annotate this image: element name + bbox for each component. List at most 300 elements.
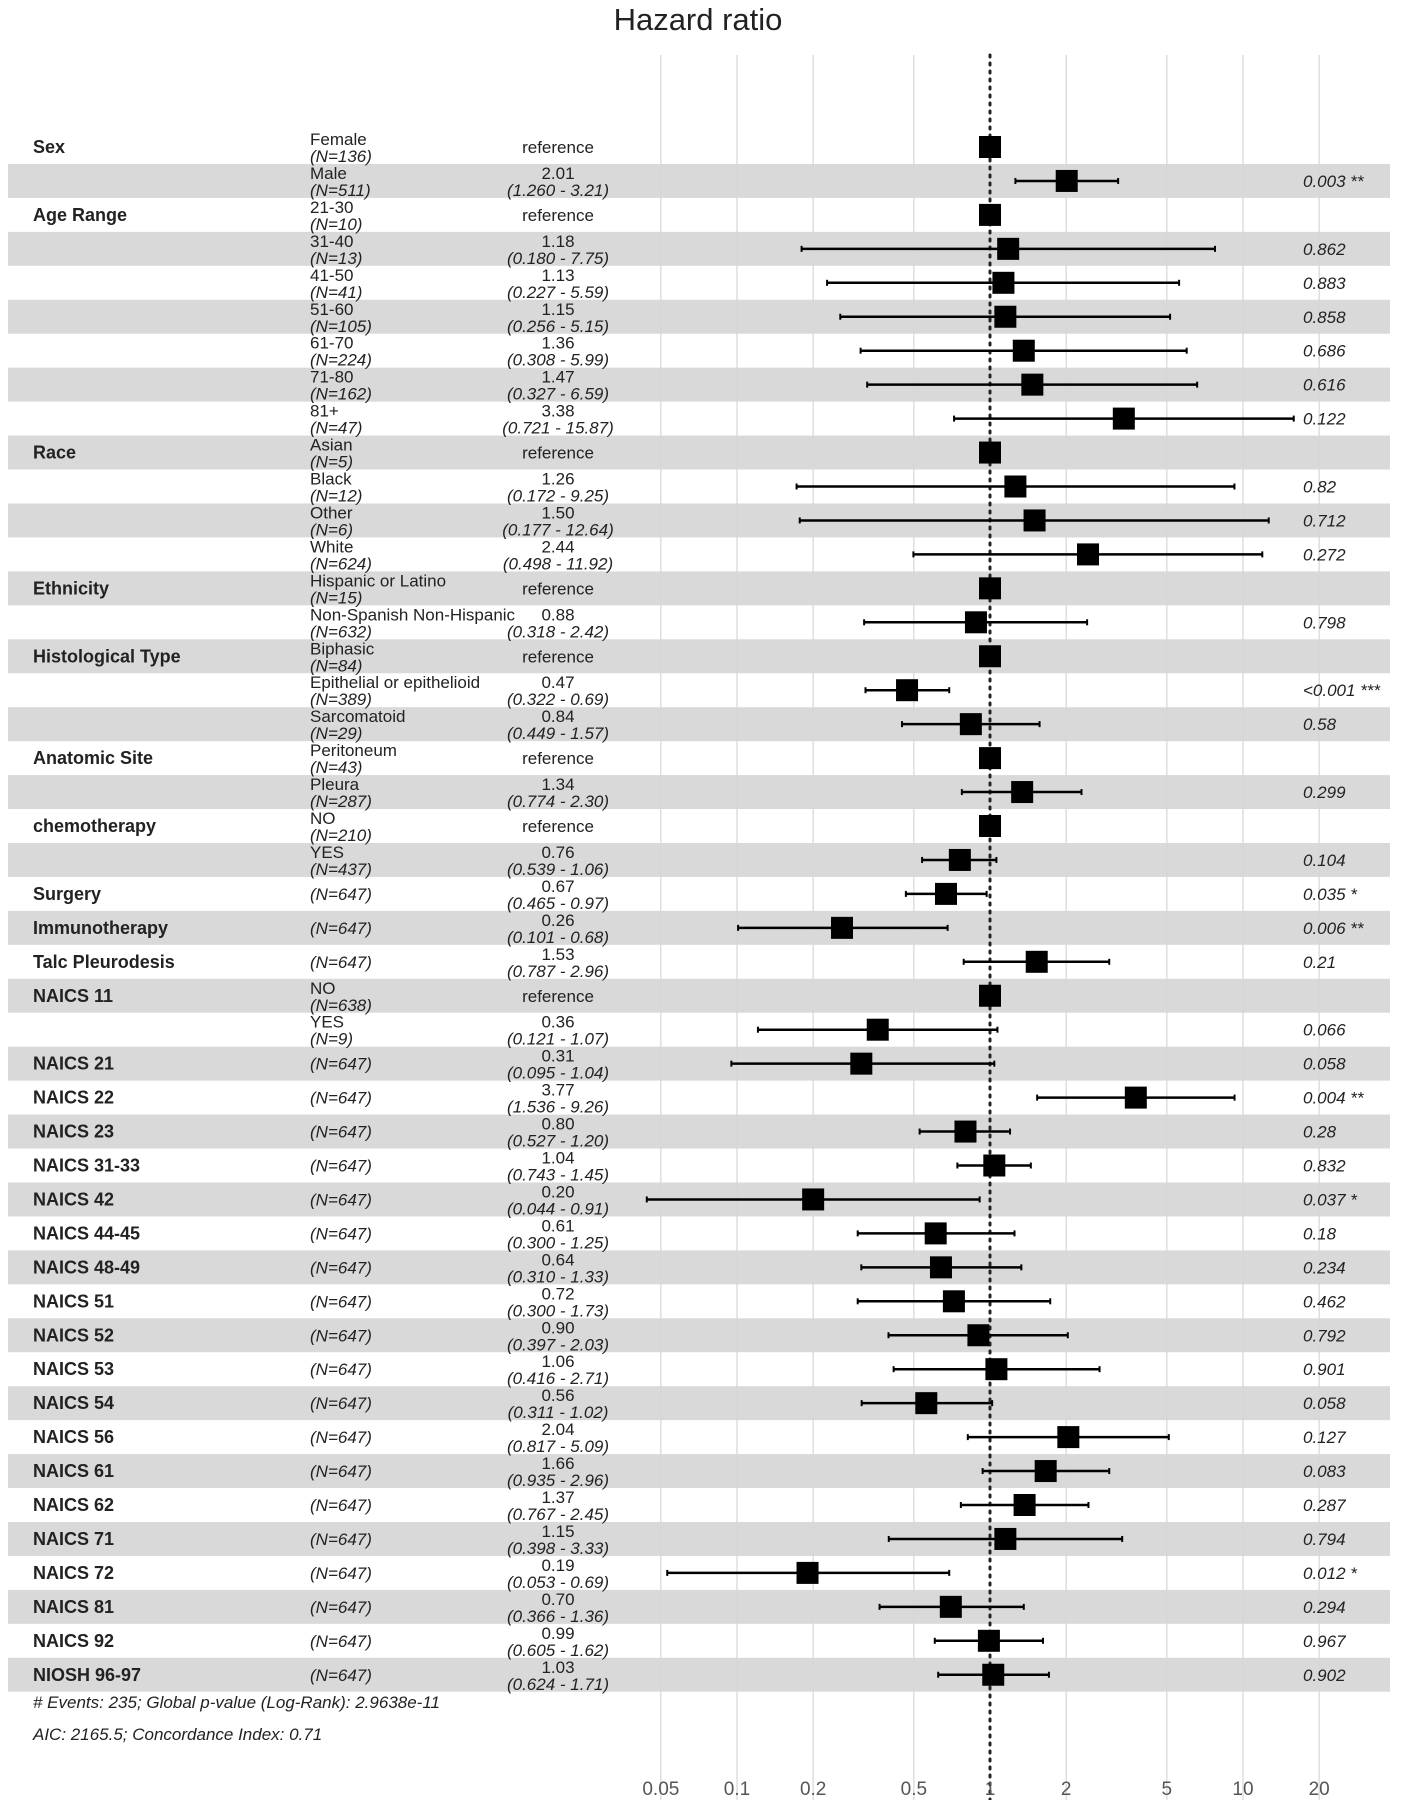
point-marker [930, 1256, 952, 1278]
variable-label: Race [33, 442, 77, 463]
ci-label: (0.227 - 5.59) [506, 282, 610, 302]
estimate-label: 1.15 [541, 1521, 575, 1541]
estimate-label: 1.34 [541, 775, 575, 795]
level-count: (N=15) [310, 588, 363, 608]
point-marker [935, 883, 957, 905]
x-tick-label: 0.2 [799, 1779, 827, 1800]
ci-label: (0.465 - 0.97) [506, 893, 610, 913]
row-stripe [8, 1047, 1390, 1081]
point-marker [896, 679, 918, 701]
point-marker [960, 713, 982, 735]
estimate-label: 2.44 [541, 537, 575, 557]
variable-label: NAICS 81 [33, 1596, 115, 1617]
p-value-label: 0.616 [1303, 375, 1346, 395]
row-stripe [8, 1115, 1390, 1149]
p-value-label: 0.712 [1303, 511, 1346, 531]
point-marker [985, 1358, 1007, 1380]
row-stripes [8, 164, 1390, 1692]
point-marker [797, 1562, 819, 1584]
p-value-label: 0.006 ** [1303, 918, 1364, 938]
ci-label: (0.327 - 6.59) [506, 384, 610, 404]
level-label: Asian [310, 435, 353, 455]
level-label: 31-40 [310, 231, 354, 251]
ci-label: (0.397 - 2.03) [506, 1335, 610, 1355]
row-stripe [8, 436, 1390, 470]
level-count: (N=9) [310, 1029, 353, 1049]
point-marker [997, 238, 1019, 260]
point-marker [1014, 1494, 1036, 1516]
estimate-label: 0.99 [541, 1623, 575, 1643]
level-label: 71-80 [310, 367, 354, 387]
level-count: (N=136) [310, 147, 372, 166]
p-value-label: 0.58 [1303, 715, 1337, 735]
p-value-label: 0.798 [1303, 613, 1346, 633]
ci-label: (0.300 - 1.25) [506, 1233, 610, 1253]
point-marker [965, 611, 987, 633]
level-count: (N=647) [310, 1563, 372, 1583]
point-marker [983, 1155, 1005, 1177]
ci-label: (0.527 - 1.20) [506, 1131, 610, 1151]
x-tick-label: 2 [1060, 1779, 1072, 1800]
ci-label: (0.817 - 5.09) [506, 1437, 610, 1457]
variable-label: NAICS 44-45 [33, 1223, 141, 1244]
point-marker [940, 1596, 962, 1618]
point-marker [1026, 951, 1048, 973]
ci-label: (0.053 - 0.69) [506, 1572, 610, 1592]
x-tick-label: 1 [984, 1779, 996, 1800]
level-count: (N=10) [310, 214, 363, 234]
variable-label: Ethnicity [33, 578, 110, 599]
level-count: (N=647) [310, 1190, 372, 1210]
p-value-label: 0.462 [1303, 1292, 1346, 1312]
x-tick-label: 0.1 [723, 1779, 751, 1800]
p-value-label: 0.794 [1303, 1529, 1346, 1549]
ci-label: (0.935 - 2.96) [506, 1471, 610, 1491]
level-label: White [310, 537, 354, 557]
ci-label: (0.774 - 2.30) [506, 792, 610, 812]
ci-label: (0.095 - 1.04) [506, 1063, 610, 1083]
point-marker [979, 442, 1001, 464]
estimate-label: 1.53 [541, 944, 575, 964]
ci-label: (0.318 - 2.42) [506, 622, 610, 642]
p-value-label: 0.858 [1303, 307, 1346, 327]
estimate-label: 1.50 [541, 503, 575, 523]
level-count: (N=437) [310, 859, 372, 879]
level-count: (N=647) [310, 1156, 372, 1176]
point-marker [1024, 509, 1046, 531]
estimate-label: 2.01 [541, 163, 575, 183]
estimate-label: 0.26 [541, 910, 575, 930]
point-marker [992, 272, 1014, 294]
row-stripe [8, 164, 1390, 198]
point-marker [979, 985, 1001, 1007]
level-count: (N=162) [310, 384, 372, 404]
point-marker [979, 815, 1001, 837]
p-value-label: 0.012 * [1303, 1563, 1357, 1583]
variable-label: Immunotherapy [33, 917, 169, 938]
variable-label: chemotherapy [33, 816, 157, 836]
point-marker [1013, 340, 1035, 362]
ci-label: (0.498 - 11.92) [502, 554, 614, 574]
variable-label: NAICS 23 [33, 1121, 115, 1142]
ci-label: (0.624 - 1.71) [506, 1674, 610, 1694]
level-count: (N=13) [310, 248, 363, 268]
p-value-label: 0.004 ** [1303, 1088, 1364, 1108]
p-value-label: 0.28 [1303, 1122, 1337, 1142]
point-marker [1021, 374, 1043, 396]
level-count: (N=647) [310, 952, 372, 972]
level-label: 41-50 [310, 265, 354, 285]
ci-label: (0.300 - 1.73) [506, 1301, 610, 1321]
estimate-label: 1.47 [541, 367, 575, 387]
estimate-label: 1.18 [541, 231, 575, 251]
level-count: (N=647) [310, 884, 372, 904]
point-marker [979, 747, 1001, 769]
level-count: (N=647) [310, 1054, 372, 1074]
x-tick-label: 0.05 [642, 1779, 680, 1800]
estimate-label: 1.15 [541, 299, 575, 319]
p-value-label: 0.901 [1303, 1360, 1346, 1380]
estimate-label: 3.77 [541, 1080, 575, 1100]
estimate-label: 1.04 [541, 1148, 575, 1168]
estimate-label: 2.04 [541, 1420, 575, 1440]
estimate-label: 0.72 [541, 1284, 575, 1304]
row-stripe [8, 1522, 1390, 1556]
x-tick-label: 0.5 [900, 1779, 928, 1800]
estimate-label: 3.38 [541, 401, 575, 421]
p-value-label: 0.035 * [1303, 884, 1357, 904]
level-count: (N=647) [310, 1394, 372, 1414]
estimate-label: reference [522, 647, 594, 667]
estimate-label: 1.36 [541, 333, 575, 353]
point-marker [978, 1630, 1000, 1652]
variable-label: NAICS 21 [33, 1053, 115, 1074]
point-marker [943, 1290, 965, 1312]
variable-label: NIOSH 96-97 [33, 1664, 142, 1685]
estimate-label: reference [522, 138, 594, 157]
variable-label: NAICS 53 [33, 1359, 115, 1380]
row-stripe [8, 775, 1390, 812]
level-count: (N=6) [310, 520, 353, 540]
point-marker [915, 1392, 937, 1414]
variable-label: NAICS 52 [33, 1325, 115, 1346]
x-tick-label: 10 [1232, 1779, 1254, 1800]
x-axis-ticks [642, 1779, 1329, 1800]
variable-label: NAICS 61 [33, 1461, 115, 1482]
p-value-label: 0.902 [1303, 1665, 1346, 1685]
level-label: Male [310, 163, 347, 183]
variable-label: Talc Pleurodesis [33, 951, 175, 972]
level-count: (N=224) [310, 350, 372, 370]
estimate-label: 0.70 [541, 1589, 575, 1609]
variable-label: NAICS 92 [33, 1630, 115, 1651]
p-value-label: 0.234 [1303, 1258, 1346, 1278]
x-tick-label: 20 [1308, 1779, 1330, 1800]
point-marker [1035, 1460, 1057, 1482]
p-value-label: 0.967 [1303, 1631, 1346, 1651]
variable-label: NAICS 11 [33, 985, 114, 1006]
level-count: (N=5) [310, 452, 353, 472]
estimate-label: 1.06 [541, 1352, 575, 1372]
p-value-label: 0.21 [1303, 952, 1337, 972]
ci-label: (0.101 - 0.68) [506, 927, 610, 947]
p-value-label: 0.862 [1303, 239, 1346, 259]
point-marker [1011, 781, 1033, 803]
point-marker [982, 1664, 1004, 1686]
ci-label: (0.311 - 1.02) [507, 1403, 609, 1423]
level-count: (N=647) [310, 1597, 372, 1617]
level-count: (N=287) [310, 792, 372, 812]
point-marker [1113, 408, 1135, 430]
level-count: (N=647) [310, 1665, 372, 1685]
p-value-label: 0.066 [1303, 1020, 1346, 1040]
point-marker [979, 136, 1001, 158]
estimate-label: 0.61 [541, 1216, 575, 1236]
estimate-label: 1.13 [541, 265, 575, 285]
p-value-label: 0.058 [1303, 1394, 1346, 1414]
p-value-label: 0.832 [1303, 1156, 1346, 1176]
point-marker [925, 1222, 947, 1244]
p-value-label: 0.104 [1303, 850, 1346, 870]
level-count: (N=43) [310, 758, 363, 778]
p-value-label: 0.083 [1303, 1462, 1346, 1482]
level-label: Non-Spanish Non-Hispanic [310, 605, 516, 625]
estimate-label: 0.56 [541, 1386, 575, 1406]
point-marker [979, 204, 1001, 226]
p-value-label: <0.001 *** [1303, 681, 1381, 701]
level-label: Sarcomatoid [310, 707, 406, 727]
level-count: (N=647) [310, 1088, 372, 1108]
variable-label: NAICS 51 [33, 1291, 115, 1312]
point-marker [1125, 1087, 1147, 1109]
ci-label: (0.322 - 0.69) [506, 690, 610, 710]
p-value-label: 0.299 [1303, 783, 1346, 803]
level-label: 61-70 [310, 333, 354, 353]
ci-label: (0.172 - 9.25) [506, 486, 610, 506]
level-label: Peritoneum [310, 741, 397, 761]
ci-label: (0.539 - 1.06) [506, 859, 610, 879]
chart-title: Hazard ratio [613, 2, 783, 37]
estimate-label: 1.37 [541, 1488, 575, 1507]
level-count: (N=624) [310, 554, 372, 574]
estimate-label: 1.03 [541, 1657, 575, 1677]
p-value-label: 0.037 * [1303, 1190, 1357, 1210]
ci-label: (0.121 - 1.07) [506, 1029, 610, 1049]
ci-label: (1.536 - 9.26) [506, 1097, 610, 1117]
row-stripe [8, 571, 1390, 608]
x-tick-label: 5 [1161, 1779, 1173, 1800]
point-marker [850, 1053, 872, 1075]
variable-label: NAICS 72 [33, 1562, 115, 1583]
estimate-label: reference [522, 579, 594, 599]
chart-footer [32, 1693, 440, 1744]
estimate-label: 1.26 [541, 469, 575, 489]
level-count: (N=647) [310, 1462, 372, 1482]
level-count: (N=389) [310, 690, 372, 710]
level-label: Female [310, 130, 367, 149]
variable-label: NAICS 71 [33, 1528, 115, 1549]
variable-label: NAICS 62 [33, 1495, 115, 1515]
level-count: (N=647) [310, 1224, 372, 1244]
point-marker [979, 577, 1001, 599]
level-count: (N=105) [310, 316, 372, 336]
point-marker [867, 1019, 889, 1041]
estimate-label: 0.67 [541, 876, 575, 896]
ci-label: (0.721 - 15.87) [502, 418, 614, 438]
variable-label: Histological Type [33, 646, 181, 667]
level-count: (N=638) [310, 995, 372, 1015]
estimate-label: reference [522, 205, 594, 225]
level-count: (N=210) [310, 826, 372, 845]
ci-label: (0.767 - 2.45) [506, 1505, 610, 1524]
p-value-label: 0.003 ** [1303, 171, 1364, 191]
level-label: YES [310, 842, 345, 862]
estimate-label: 0.31 [541, 1046, 575, 1066]
estimate-label: reference [522, 986, 594, 1006]
level-count: (N=12) [310, 486, 363, 506]
variable-label: NAICS 22 [33, 1087, 115, 1108]
level-count: (N=632) [310, 622, 372, 642]
p-value-label: 0.792 [1303, 1326, 1346, 1346]
estimate-label: 0.76 [541, 842, 575, 862]
point-marker [802, 1188, 824, 1210]
ci-label: (0.366 - 1.36) [506, 1606, 610, 1626]
footer-line: # Events: 235; Global p-value (Log-Rank): 2.9638e-11 [33, 1693, 440, 1712]
p-value-label: 0.127 [1303, 1428, 1346, 1448]
ci-label: (0.180 - 7.75) [506, 248, 610, 268]
ci-label: (1.260 - 3.21) [506, 180, 610, 200]
level-count: (N=647) [310, 1529, 372, 1549]
level-label: NO [310, 809, 336, 828]
level-label: Pleura [310, 775, 360, 795]
point-marker [1004, 476, 1026, 498]
footer-line: AIC: 2165.5; Concordance Index: 0.71 [33, 1725, 323, 1744]
level-label: 81+ [310, 401, 339, 421]
variable-label: NAICS 56 [33, 1427, 115, 1448]
point-marker [979, 645, 1001, 667]
row-stripe [8, 1318, 1390, 1355]
row-stripe [8, 1250, 1390, 1287]
level-count: (N=647) [310, 1360, 372, 1380]
variable-label: NAICS 31-33 [33, 1155, 141, 1176]
ci-label: (0.449 - 1.57) [506, 724, 610, 744]
level-label: Other [310, 503, 353, 523]
row-stripe [8, 639, 1390, 676]
point-marker [1077, 543, 1099, 565]
ci-label: (0.308 - 5.99) [506, 350, 610, 370]
point-marker [967, 1324, 989, 1346]
point-marker [1056, 170, 1078, 192]
estimate-label: 0.90 [541, 1318, 575, 1338]
estimate-label: reference [522, 443, 594, 463]
level-count: (N=647) [310, 1292, 372, 1312]
p-value-label: 0.058 [1303, 1054, 1346, 1074]
estimate-label: 0.64 [541, 1250, 575, 1270]
level-count: (N=647) [310, 918, 372, 938]
row-stripe [8, 911, 1390, 945]
variable-label: NAICS 48-49 [33, 1257, 141, 1278]
row-stripe [8, 300, 1390, 334]
estimate-label: 0.19 [541, 1555, 575, 1575]
ci-label: (0.044 - 0.91) [506, 1199, 610, 1219]
variable-label: Anatomic Site [33, 748, 154, 769]
estimate-label: 1.66 [541, 1454, 575, 1474]
variable-label: NAICS 54 [33, 1393, 115, 1414]
point-marker [994, 1528, 1016, 1550]
row-stripe [8, 1386, 1390, 1423]
level-label: 51-60 [310, 299, 354, 319]
variable-label: NAICS 42 [33, 1189, 115, 1210]
estimate-label: 0.80 [541, 1114, 575, 1134]
row-stripe [8, 1590, 1390, 1624]
level-label: Epithelial or epithelioid [310, 673, 481, 693]
ci-label: (0.177 - 12.64) [502, 520, 614, 540]
level-count: (N=647) [310, 1122, 372, 1142]
level-count: (N=84) [310, 656, 363, 676]
ci-label: (0.787 - 2.96) [506, 961, 610, 981]
ci-label: (0.416 - 2.71) [506, 1369, 610, 1389]
row-stripe [8, 1658, 1390, 1692]
level-count: (N=47) [310, 418, 363, 438]
ci-label: (0.310 - 1.33) [506, 1267, 610, 1287]
p-value-label: 0.122 [1303, 409, 1346, 429]
ci-label: (0.605 - 1.62) [506, 1640, 610, 1660]
estimate-label: 0.88 [541, 605, 575, 625]
row-stripe [8, 843, 1390, 877]
estimate-label: reference [522, 749, 594, 769]
estimate-label: 0.36 [541, 1012, 575, 1032]
point-marker [954, 1121, 976, 1143]
p-value-label: 0.686 [1303, 341, 1346, 361]
level-count: (N=647) [310, 1258, 372, 1278]
row-stripe [8, 979, 1390, 1013]
variable-label: Sex [33, 137, 66, 157]
estimate-label: 0.84 [541, 707, 575, 727]
p-value-label: 0.294 [1303, 1597, 1346, 1617]
level-label: NO [310, 978, 336, 998]
row-stripe [8, 707, 1390, 744]
level-label: Black [310, 469, 352, 489]
p-value-label: 0.18 [1303, 1224, 1337, 1244]
level-count: (N=647) [310, 1326, 372, 1346]
p-value-label: 0.272 [1303, 545, 1346, 565]
estimate-label: 0.47 [541, 673, 575, 693]
point-marker [949, 849, 971, 871]
ci-label: (0.743 - 1.45) [506, 1165, 610, 1185]
estimate-label: reference [522, 817, 594, 836]
p-value-label: 0.82 [1303, 477, 1337, 497]
level-count: (N=647) [310, 1631, 372, 1651]
point-marker [831, 917, 853, 939]
level-count: (N=29) [310, 724, 363, 744]
ci-label: (0.256 - 5.15) [506, 316, 610, 336]
level-label: 21-30 [310, 197, 354, 217]
estimate-label: 0.20 [541, 1182, 575, 1202]
variable-label: Surgery [33, 883, 102, 904]
p-value-label: 0.287 [1303, 1496, 1346, 1515]
level-label: Biphasic [310, 639, 375, 659]
level-count: (N=647) [310, 1428, 372, 1448]
ci-label: (0.398 - 3.33) [506, 1538, 610, 1558]
level-count: (N=647) [310, 1496, 372, 1515]
level-count: (N=511) [310, 180, 371, 200]
point-marker [994, 306, 1016, 328]
level-label: YES [310, 1012, 345, 1032]
level-label: Hispanic or Latino [310, 571, 447, 591]
variable-label: Age Range [33, 204, 128, 225]
point-marker [1057, 1426, 1079, 1448]
row-stripe [8, 1454, 1390, 1491]
